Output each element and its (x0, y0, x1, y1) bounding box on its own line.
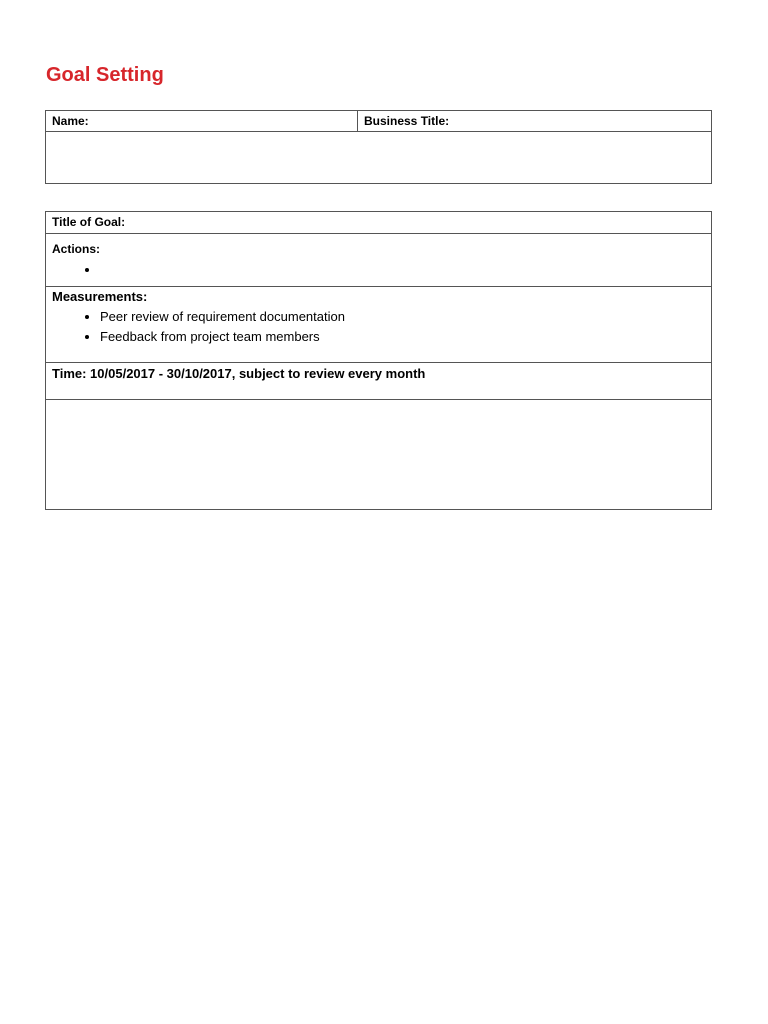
employee-info-blank-cell (46, 132, 712, 184)
measurements-list (52, 307, 705, 347)
business-title-label: Business Title: (358, 111, 712, 132)
page-title: Goal Setting (46, 64, 164, 86)
measurements-cell (46, 287, 712, 363)
name-label: Name: (46, 111, 358, 132)
goal-table (45, 211, 712, 510)
list-item: • Feedback from project team members (100, 327, 705, 347)
goal-blank-cell (46, 400, 712, 510)
actions-label: Actions: (52, 242, 100, 256)
time-cell (46, 363, 712, 400)
time-text: Time: 10/05/2017 - 30/10/2017, subject to review every month (52, 366, 426, 381)
measurements-label: Measurements: (52, 289, 148, 304)
actions-cell (46, 234, 712, 287)
goal-title-label: Title of Goal: (46, 212, 712, 234)
list-item: • Peer review of requirement documentation (100, 307, 705, 327)
list-item (100, 260, 705, 280)
actions-list (52, 260, 705, 280)
employee-info-table (45, 110, 712, 184)
